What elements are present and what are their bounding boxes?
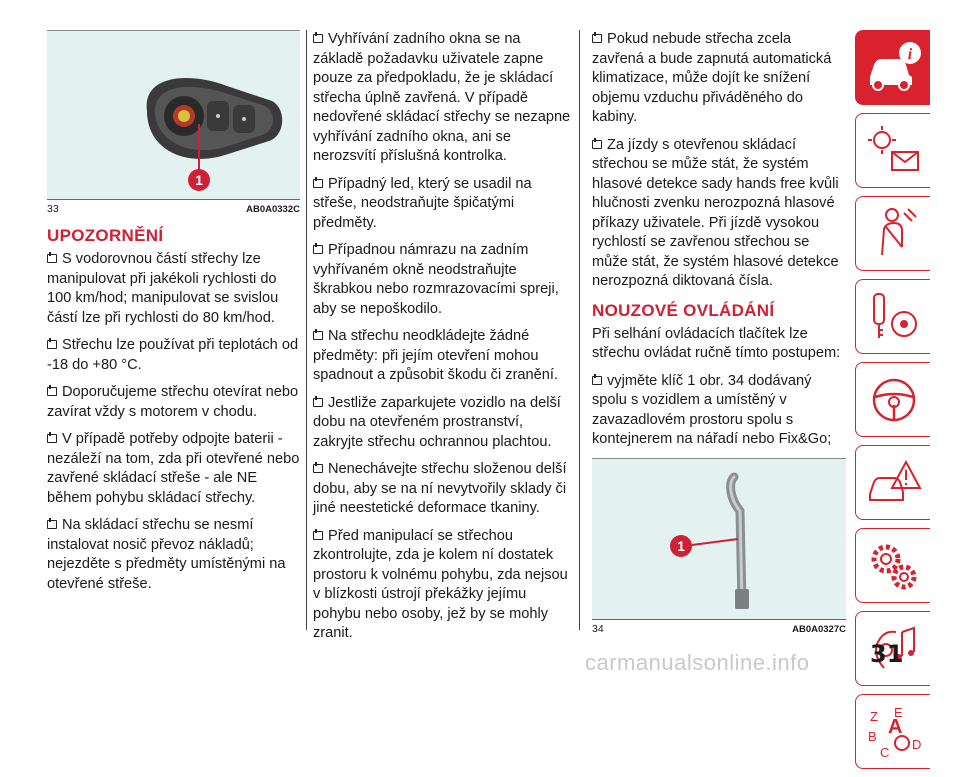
paragraph-text: V případě potřeby odpojte baterii - nezáleží na tom, zda při otevřené nebo zavřené skládací střeše - ale NE během pohybu skládací střechy. [47,431,300,506]
book-icon [592,34,602,43]
paragraph-text: Na skládací střechu se nesmí instalovat nosič převoz nákladů; nejezděte s předměty umístěnými na otevřené střeše. [47,517,286,592]
tab-safety[interactable] [855,196,930,271]
book-icon [313,331,323,340]
callout-1: 1 [670,535,692,557]
tab-maintenance[interactable] [855,528,930,603]
paragraph [47,336,300,375]
column-divider [579,30,580,630]
paragraph-text: Nenechávejte střechu složenou delší dobu, aby se na ní nevytvořily sklady či jiné neestetické deformace tkaniny. [313,461,567,516]
figure-code: AB0A0327C [792,623,846,635]
book-icon [47,520,57,529]
paragraph-text: Před manipulací se střechou zkontrolujte, zda je kolem ní dostatek prostoru k volnému pohybu, zda nejsou v blízkosti ústrojí překážky jejímu pohybu nebo osoby, jež by se mohly zranit. [313,527,568,641]
book-icon [47,254,57,263]
book-icon [313,398,323,407]
tab-car-info[interactable] [855,30,930,105]
index-abc-icon [864,703,924,761]
paragraph [313,241,571,319]
svg-text:D: D [912,737,922,752]
paragraph [592,136,846,292]
book-icon [47,340,57,349]
paragraph-text: Případnou námrazu na zadním vyhřívaném okně neodstraňujte škrabkou nebo rozmrazovacími spreji, aby se nepoškodilo. [313,242,559,317]
svg-text:i: i [907,46,913,63]
watermark: carmanualsonline.info [585,650,810,675]
car-info-icon [864,39,924,97]
book-icon [313,179,323,188]
tab-emergency[interactable] [855,445,930,520]
paragraph-text: Pokud nebude střecha zcela zavřená a bude zapnutá automatická klimatizace, může dojít ke snížení objemu vzduchu přiváděného do kabiny. [592,31,832,125]
svg-text:E: E [894,705,903,720]
paragraph [313,30,571,167]
callout-1: 1 [188,169,210,191]
wrench-tool-illustration [592,459,846,619]
warning-lights-icon [864,122,924,180]
column-3 [592,30,846,637]
paragraph [313,394,571,453]
figure-34-tool [592,458,846,619]
tab-warning-lights[interactable] [855,113,930,188]
book-icon [47,434,57,443]
paragraph-text: Jestliže zaparkujete vozidlo na delší dobu na otevřeném prostranství, zakryjte střechu ochrannou plachtou. [313,394,561,450]
paragraph-text: Střechu lze používat při teplotách od -18 do +80 °C. [47,337,299,373]
svg-text:A: A [888,716,903,738]
emergency-heading: NOUZOVÉ OVLÁDÁNÍ [592,300,775,320]
column-divider [306,30,307,630]
seat-belt-safety-icon [864,205,924,263]
svg-text:Z: Z [870,709,878,724]
paragraph [313,527,571,644]
book-icon [592,140,602,149]
tab-key-start[interactable] [855,279,930,354]
book-icon [313,464,323,473]
paragraph [592,372,846,450]
column-2 [313,30,571,652]
figure-number: 33 [47,203,59,215]
tab-steering[interactable] [855,362,930,437]
car-warning-icon [864,454,924,512]
paragraph [47,383,300,422]
paragraph-text: vyjměte klíč 1 obr. 34 dodávaný spolu s vozidlem a umístěný v zavazadlovém prostoru spolu s kontejnerem na nářadí nebo Fix&Go; [592,372,832,447]
gears-maintenance-icon [864,537,924,595]
book-icon [313,245,323,254]
paragraph [313,460,571,519]
tab-index[interactable] [855,694,930,769]
column-1 [47,30,300,602]
paragraph-text: Doporučujeme střechu otevírat nebo zavírat vždy s motorem v chodu. [47,384,299,420]
page-number: 31 [870,640,904,668]
warning-heading: UPOZORNĚNÍ [47,226,164,245]
svg-text:B: B [868,729,877,744]
paragraph-text: Za jízdy s otevřenou skládací střechou se může stát, že systém hlasové detekce sady hands free kvůli hlučnosti zvenku nerozpozná hlasové příkazy uživatele. Při jízdě vysokou rychlostí se zavřenou střechou se může stát, že systém hlasové detekce nerozpozná diktovaná čísla. [592,136,839,289]
paragraph-text: Na střechu neodkládejte žádné předměty: při jejím otevření mohou spadnout a způsobit škodu či zranění. [313,328,559,383]
paragraph-text: Vyhřívání zadního okna se na základě požadavku uživatele zapne pouze za předpokladu, že je skládací střecha úplně zavřená. V případě nedovřené skládací střechy se nezapne vyhřívání zadního okna, ani se nerozsvítí příslušná kontrolka. [313,31,571,164]
intro-text: Při selhání ovládacích tlačítek lze střechu ovládat ručně tímto postupem: [592,325,841,361]
paragraph [313,175,571,234]
book-icon [313,531,323,540]
figure-33-key-fob [47,30,300,199]
paragraph [47,516,300,594]
figure-caption [592,619,846,637]
paragraph [47,430,300,508]
figure-number: 34 [592,622,604,635]
book-icon [313,34,323,43]
paragraph-text: Případný led, který se usadil na střeše, neodstraňujte špičatými předměty. [313,175,532,231]
paragraph [313,327,571,386]
key-fob-illustration [47,31,300,199]
svg-text:C: C [880,745,890,760]
key-start-icon [864,288,924,346]
figure-code: AB0A0332C [246,204,300,215]
book-icon [47,387,57,396]
paragraph [592,30,846,128]
steering-wheel-icon [864,371,924,429]
figure-caption [47,199,300,217]
book-icon [592,376,602,385]
paragraph-text: S vodorovnou částí střechy lze manipulovat při jakékoli rychlosti do 100 km/hod; manipulovat se svislou částí lze při rychlosti do 80 km/hod. [47,251,279,326]
paragraph [47,250,300,328]
